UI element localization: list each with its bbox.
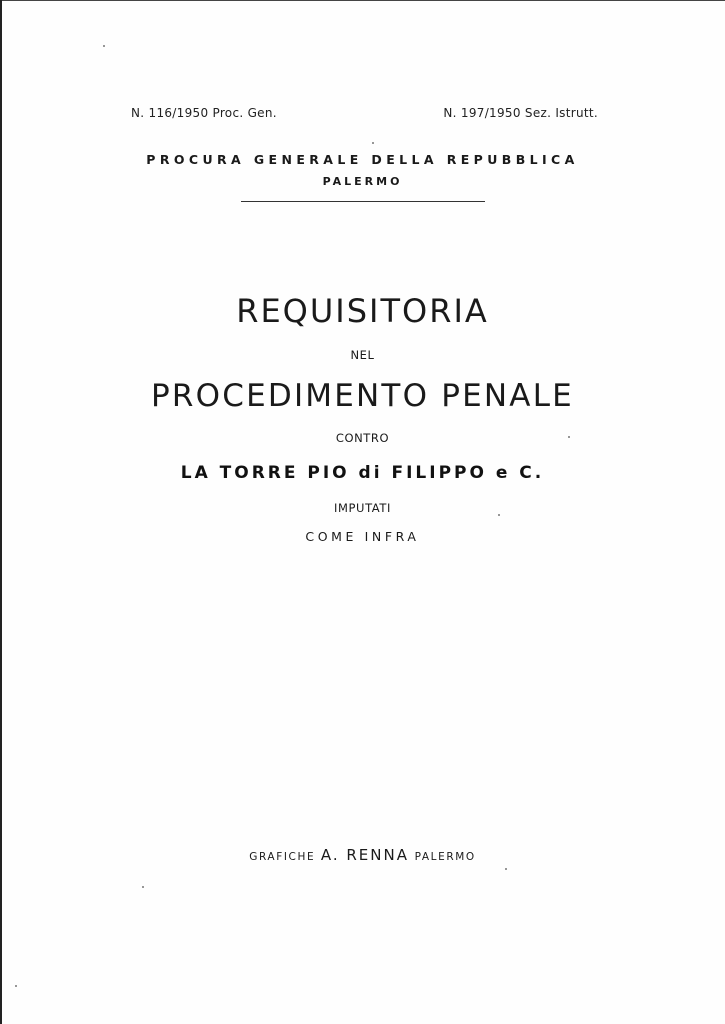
office-name: PROCURA GENERALE DELLA REPUBBLICA [146,152,579,167]
scan-speck [103,45,105,47]
case-reference-right: N. 197/1950 Sez. Istrutt. [443,106,598,120]
scan-top-edge [0,0,725,1]
title-as-below: COME INFRA [305,529,420,544]
title-connector-contro: CONTRO [335,431,390,445]
case-reference-left: N. 116/1950 Proc. Gen. [131,106,277,120]
title-connector-imputati: IMPUTATI [334,501,391,515]
accused-names: LA TORRE PIO di FILIPPO e C. [180,463,545,483]
printer-name: A. RENNA [320,846,409,864]
scan-speck [372,142,374,144]
document-title: REQUISITORIA [236,292,489,330]
scan-speck [142,886,144,888]
document-subtitle: PROCEDIMENTO PENALE [151,378,574,414]
title-connector-nel: NEL [350,348,375,362]
printer-prefix: GRAFICHE [249,851,316,863]
printer-imprint [0,846,725,864]
printer-city: PALERMO [414,851,476,863]
scan-speck [505,868,507,870]
scan-speck [15,985,17,987]
office-city: PALERMO [322,175,403,188]
scan-speck [498,514,500,516]
header-divider [241,201,485,202]
scan-speck [568,436,570,438]
